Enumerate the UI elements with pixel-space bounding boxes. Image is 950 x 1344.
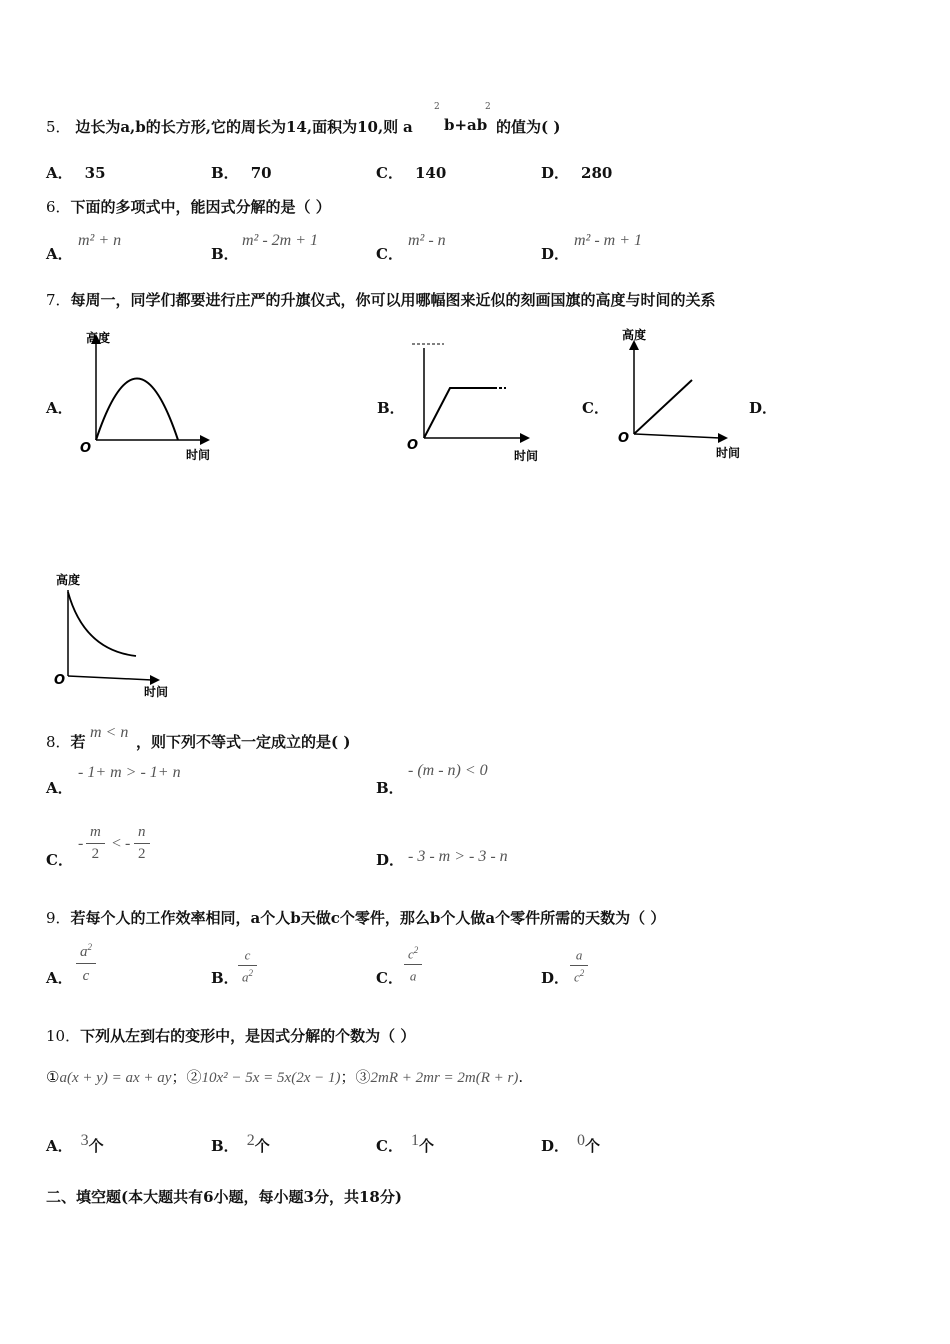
q10-option-b[interactable]: B． 2个	[211, 1132, 270, 1155]
q6-expr-b: m² - 2m + 1	[242, 232, 319, 249]
q9-fraction-c: $c^2$ a	[404, 945, 422, 985]
q8-number: 8．	[46, 733, 71, 751]
x-label: 时间	[514, 449, 539, 463]
item-mark-1: ①	[46, 1068, 60, 1086]
q10-option-c[interactable]: C． 1个	[376, 1132, 434, 1155]
q7-option-b[interactable]: B．	[377, 399, 405, 417]
item-mark-3: ③	[355, 1068, 371, 1086]
q9-fraction-a: $a^2$ c	[76, 942, 96, 985]
q6-option-a[interactable]: A．	[46, 245, 73, 263]
q8-c-neg: -	[78, 835, 84, 852]
q6-expr-d: m² - m + 1	[574, 232, 643, 249]
section-2-title: 二、填空题(本大题共有6小题，每小题3分，共18分)	[46, 1188, 402, 1206]
q5-option-a[interactable]: A． 35	[46, 164, 106, 182]
q7-option-a[interactable]: A．	[46, 399, 73, 417]
x-label: 时间	[144, 685, 169, 699]
q5-stem-3	[496, 116, 560, 137]
q5-sup-1: 2	[434, 102, 440, 112]
q7-option-d[interactable]: D．	[749, 399, 778, 417]
q6-option-d[interactable]: D．	[541, 245, 570, 263]
q9-option-b[interactable]: B．	[211, 969, 239, 987]
q6-number: 6．	[46, 198, 71, 216]
q10-stem	[46, 1025, 415, 1046]
q6-option-c[interactable]: C．	[376, 245, 403, 263]
q8-condition: m < n	[90, 724, 129, 741]
q7-option-c[interactable]: C．	[582, 399, 609, 417]
item-expr-3: 2mR + 2mr = 2m(R + r)	[370, 1070, 519, 1086]
q7-graph-b	[404, 336, 554, 466]
q9-fraction-b: c $a^2$	[238, 946, 257, 986]
linear-line	[634, 380, 692, 434]
q6-option-b[interactable]: B．	[211, 245, 239, 263]
q6-expr-a: m² + n	[78, 232, 122, 249]
origin-label: O	[407, 438, 419, 453]
q10-text: 下列从左到右的变形中，是因式分解的个数为（ ）	[80, 1027, 416, 1045]
q8-c-fraction-2: n 2	[134, 824, 150, 863]
q9-fraction-d: a $c^2$	[570, 946, 588, 986]
q9-number: 9．	[46, 909, 71, 927]
x-label: 时间	[716, 446, 741, 460]
y-label: 高度	[86, 331, 111, 345]
q7-graph-a	[76, 328, 226, 466]
item-expr-1: a(x + y) = ax + ay	[59, 1070, 172, 1086]
y-label: 高度	[622, 328, 647, 342]
q8-text-after: ，则下列不等式一定成立的是( )	[136, 733, 351, 751]
q5-text-before: 边长为a,b的长方形,它的周长为14,面积为10,则	[75, 118, 399, 136]
q8-stem	[46, 731, 86, 752]
q9-option-c[interactable]: C．	[376, 969, 403, 987]
q9-text: 若每个人的工作效率相同，a个人b天做c个零件，那么b个人做a个零件所需的天数为（ ）	[70, 909, 666, 927]
q5-sup-2: 2	[485, 102, 491, 112]
q5-text-after: 的值为( )	[496, 118, 561, 136]
q8-text-before: 若	[70, 733, 86, 751]
origin-label: O	[80, 441, 92, 456]
q8-c-relation: < -	[112, 835, 131, 852]
q6-text: 下面的多项式中，能因式分解的是（ ）	[70, 198, 331, 216]
q8-option-b[interactable]: B．	[376, 779, 404, 797]
q5-var-a: a	[402, 118, 413, 136]
q8-expr-b: - (m - n) < 0	[408, 762, 488, 779]
q5-option-b[interactable]: B． 70	[211, 164, 272, 182]
q8-expr-a: - 1+ m > - 1+ n	[78, 764, 181, 781]
q7-text: 每周一，同学们都要进行庄严的升旗仪式，你可以用哪幅图来近似的刻画国旗的高度与时间的关系	[70, 291, 716, 309]
q8-option-c[interactable]: C．	[46, 851, 73, 869]
q10-option-a[interactable]: A． 3个	[46, 1132, 104, 1155]
q8-option-d[interactable]: D．	[376, 851, 405, 869]
x-arrow	[718, 433, 728, 443]
q7-number: 7．	[46, 291, 71, 309]
q10-option-d[interactable]: D． 0个	[541, 1132, 601, 1155]
q8-expr-d: - 3 - m > - 3 - n	[408, 848, 508, 865]
y-label: 高度	[56, 573, 81, 587]
q8-option-a[interactable]: A．	[46, 779, 73, 797]
x-axis	[68, 676, 152, 680]
item-expr-2: 10x² − 5x = 5x(2x − 1)	[201, 1070, 341, 1086]
origin-label: O	[618, 431, 630, 446]
q5-number: 5．	[46, 118, 71, 136]
q5-stem-2	[444, 116, 487, 134]
q7-graph-c	[614, 326, 764, 466]
x-label: 时间	[186, 448, 211, 462]
q9-option-a[interactable]: A．	[46, 969, 73, 987]
x-arrow	[150, 675, 160, 685]
item-mark-2: ②	[186, 1068, 202, 1086]
q7-stem	[46, 289, 716, 310]
q5-option-d[interactable]: D． 280	[541, 164, 613, 182]
q8-stem-2	[136, 731, 350, 752]
q5-b-ab: b+ab	[444, 116, 488, 134]
decreasing-curve	[68, 592, 136, 656]
origin-label: O	[54, 673, 66, 688]
q10-items: ①a(x + y) = ax + ay；②10x² − 5x = 5x(2x − 1)；③2mR + 2mr = 2m(R + r).	[46, 1068, 524, 1086]
q7-graph-d	[52, 570, 182, 702]
x-arrow	[200, 435, 210, 445]
parabola-curve	[96, 379, 178, 441]
q8-c-fraction-1: m 2	[86, 824, 105, 863]
q5-option-c[interactable]: C． 140	[376, 164, 447, 182]
x-arrow	[520, 433, 530, 443]
q10-number: 10．	[46, 1027, 81, 1045]
rise-flat-line	[424, 388, 494, 438]
q5-stem	[46, 116, 413, 137]
q6-expr-c: m² - n	[408, 232, 446, 249]
x-axis	[634, 434, 720, 438]
q6-stem	[46, 196, 331, 217]
q9-option-d[interactable]: D．	[541, 969, 570, 987]
q9-stem	[46, 907, 665, 928]
